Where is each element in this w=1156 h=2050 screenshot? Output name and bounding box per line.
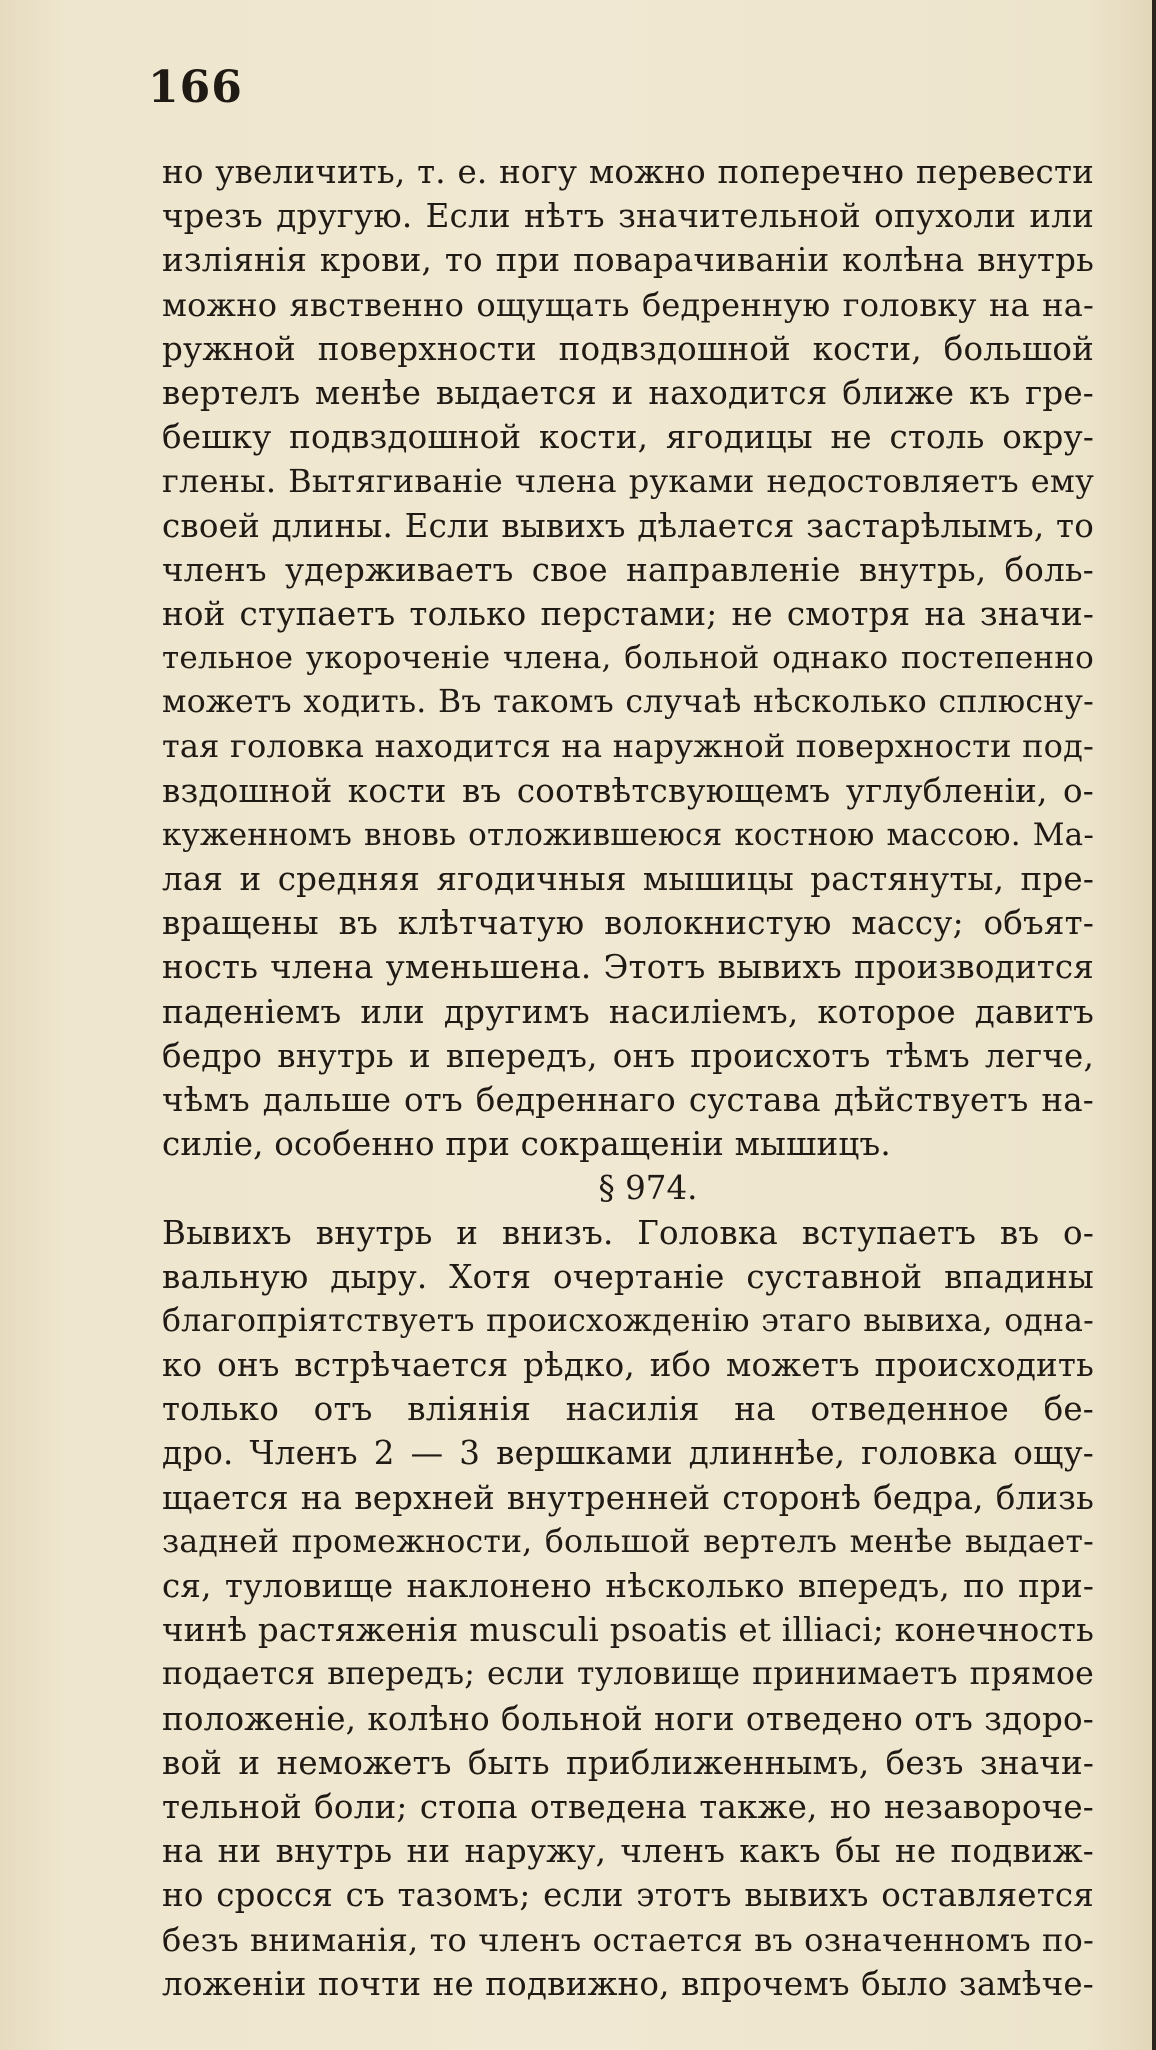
text-line: благопріятствуетъ происхожденію этаго вывиха, одна- [162,1302,1094,1339]
text-line: но сросся съ тазомъ; если этотъ вывихъ оставляется [162,1876,1094,1915]
text-line: членъ удерживаетъ свое направленіе внутрь, боль- [162,550,1094,589]
section-heading: § 974. [598,1169,698,1208]
text-line: вой и неможетъ быть приближеннымъ, безъ значи- [162,1743,1094,1782]
text-line: щается на верхней внутренней сторонѣ бедра, близь [162,1478,1094,1517]
text-line: ко онъ встрѣчается рѣдко, ибо можетъ происходить [162,1346,1094,1385]
text-line: вздошной кости въ соотвѣтсвующемъ углубленіи, о- [162,771,1094,810]
text-line: дро. Членъ 2 — 3 вершками длиннѣе, головка ощу- [162,1434,1094,1473]
text-line: лая и средняя ягодичныя мышицы растянуты, пре- [162,860,1094,898]
text-line: ружной поверхности подвздошной кости, большой [162,329,1094,368]
text-line: положеніе, колѣно больной ноги отведено отъ здоро- [162,1699,1094,1738]
page-edge [1152,0,1156,2050]
text-line: задней промежности, большой вертелъ менѣе выдает- [162,1523,1094,1560]
text-line: чинѣ растяженія musculi psoatis et illiaci; конечность [162,1611,1094,1650]
text-line: ность члена уменьшена. Этотъ вывихъ производится [162,948,1094,987]
text-line: на ни внутрь ни наружу, членъ какъ бы не подвиж- [162,1832,1094,1871]
text-line: тельное укороченіе члена, больной однако постепенно [162,640,1094,677]
text-line: тельной боли; стопа отведена также, но незавороче- [162,1787,1094,1826]
text-line: вальную дыру. Хотя очертаніе суставной впадины [162,1257,1094,1296]
text-line: чрезъ другую. Если нѣтъ значительной опухоли или [162,197,1094,236]
text-line: только отъ вліянія насилія на отведенное бе- [162,1390,1094,1429]
text-line: глены. Вытягиваніе члена руками недостовляетъ ему [162,462,1094,501]
text-line: ся, туловище наклонено нѣсколько впередъ, по при- [162,1567,1094,1605]
paragraph [162,150,1094,1166]
text-line: тая головка находится на наружной поверхности под- [162,727,1094,766]
text-line: силіе, особенно при сокращеніи мышицъ. [162,1125,891,1164]
page-number: 166 [148,62,243,113]
text-line: паденіемъ или другимъ насиліемъ, которое давитъ [162,992,1094,1031]
text-line: чѣмъ дальше отъ бедреннаго сустава дѣйствуетъ на- [162,1080,1094,1119]
text-line: ной ступаетъ только перстами; не смотря на значи- [162,594,1094,633]
text-line: бедро внутрь и впередъ, онъ происхотъ тѣмъ легче, [162,1036,1094,1075]
text-line: своей длины. Если вывихъ дѣлается застарѣлымъ, то [162,506,1094,545]
text-line: ложеніи почти не подвижно, впрочемъ было замѣче- [162,1964,1094,2003]
paragraph [162,1211,1094,2006]
text-line: подается впередъ; если туловище принимаетъ прямое [162,1656,1094,1693]
text-line: можетъ ходить. Въ такомъ случаѣ нѣсколько сплюсну- [162,684,1094,721]
text-line: вертелъ менѣе выдается и находится ближе къ гре- [162,373,1094,412]
text-line: вращены въ клѣтчатую волокнистую массу; объят- [162,904,1094,943]
text-line: бешку подвздошной кости, ягодицы не столь окру- [162,418,1094,457]
text-line: безъ вниманія, то членъ остается въ означенномъ по- [162,1920,1094,1959]
text-line: можно явственно ощущать бедренную головку на на- [162,285,1094,324]
text-line: изліянія крови, то при поварачиваніи колѣна внутрь [162,241,1094,280]
body-text [162,150,1094,2006]
text-line: куженномъ вновь отложившеюся костною массою. Ма- [162,816,1094,853]
text-line: Вывихъ внутрь и внизъ. Головка вступаетъ въ о- [162,1213,1094,1252]
text-line: но увеличить, т. е. ногу можно поперечно перевести [162,153,1094,191]
